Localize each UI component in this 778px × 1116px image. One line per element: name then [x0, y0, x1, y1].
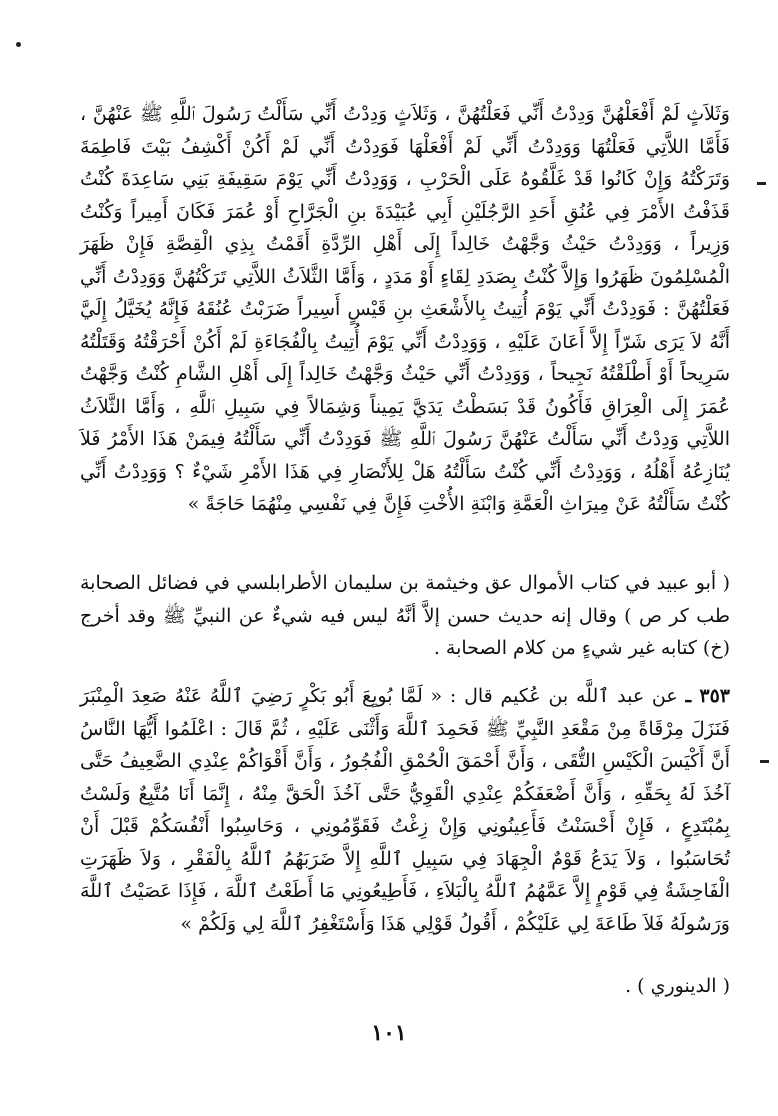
hadith-number: ٣٥٣ ـ — [685, 685, 731, 707]
margin-speck — [16, 42, 21, 47]
hadith-paragraph — [80, 680, 730, 940]
margin-tick — [757, 182, 766, 185]
margin-tick — [760, 760, 769, 763]
page-number: ١٠١ — [371, 1020, 407, 1046]
source-note-block — [80, 567, 730, 665]
source-note: ( أبو عبيد في كتاب الأموال عق وخيثمة بن سليمان الأطرابلسي في فضائل الصحابة طب كر ص ) وقال إنه حديث حسن إلاَّ أنَّهُ ليس فيه شيءٌ عن النبيِّ ﷺ وقد أخرج (خ) كتابه غير شيءٍ من كلام الصحابة . — [80, 572, 730, 659]
hadith-block — [80, 680, 730, 940]
hadith-text: عن عبد ٱللَّه بن عُكيم قال : « لَمَّا بُويِعَ أَبُو بَكْرٍ رَضِيَ ٱللَّهُ عَنْهُ صَعِدَ الْمِنْبَرَ فَنَزَلَ مِرْقَاةً مِنْ مَقْعَدِ النَّبِيِّ ﷺ فَحَمِدَ ٱللَّهَ وَأَثْنَى عَلَيْهِ ، ثُمَّ قَالَ : اعْلَمُوا أَيُّهَا النَّاسُ أَنَّ أَكْيَسَ الْكَيْسِ التُّقَى ، وَأَنَّ أَحْمَقَ الْحُمْقِ الْفُجُورُ ، وَأَنَّ أَقْوَاكُمْ عِنْدِي الضَّعِيفُ حَتَّى آخُذَ لَهُ بِحَقِّهِ ، وَأَنَّ أَضْعَفَكُمْ عِنْدِي الْقَوِيُّ حَتَّى آخُذَ الْحَقَّ مِنْهُ ، إِنَّمَا أَنَا مُتَّبِعٌ وَلَسْتُ بِمُبْتَدِعٍ ، فَإِنْ أَحْسَنْتُ فَأَعِينُونِي وَإِنْ زِغْتُ فَقَوِّمُونِي ، وَحَاسِبُوا أَنْفُسَكُمْ قَبْلَ أَنْ تُحَاسَبُوا ، وَلاَ يَدَعُ قَوْمٌ الْجِهَادَ فِي سَبِيلِ ٱللَّهِ إِلاَّ ضَرَبَهُمُ ٱللَّهُ بِالْفَقْرِ ، وَلاَ ظَهَرَتِ الْفَاحِشَةُ فِي قَوْمٍ إِلاَّ عَمَّهُمُ ٱللَّهُ بِالْبَلاَءِ ، فَأَطِيعُونِي مَا أَطَعْتُ ٱللَّهَ ، فَإِذَا عَصَيْتُ ٱللَّهَ وَرَسُولَهُ فَلاَ طَاعَةَ لِي عَلَيْكُمْ ، أَقُولُ قَوْلِي هَذَا وَأَسْتَغْفِرُ ٱللَّهَ لِي وَلَكُمْ » — [80, 685, 730, 935]
main-text: وَثَلاَثٍ لَمْ أَفْعَلْهُنَّ وَدِدْتُ أَنِّي فَعَلْتُهُنَّ ، وَثَلاَثٍ وَدِدْتُ أَنِّي سَأَلْتُ رَسُولَ ٱللَّهِ ﷺ عَنْهُنَّ ، فَأَمَّا اللاَّتِي فَعَلْتُهَا وَوَدِدْتُ أَنِّي لَمْ أَفْعَلْهَا فَوَدِدْتُ أَنِّي لَمْ أَكُنْ أَكْشِفُ بَيْتَ فَاطِمَةَ وَتَرَكْتُهُ وَإِنْ كَانُوا قَدْ غَلَّقُوهُ عَلَى الْحَرْبِ ، وَوَدِدْتُ أَنِّي يَوْمَ سَقِيفَةِ بَنِي سَاعِدَةَ كُنْتُ قَذَفْتُ الأَمْرَ فِي عُنُقِ أَحَدِ الرَّجُلَيْنِ أَبِي عُبَيْدَةَ بنِ الْجَرَّاحِ أَوْ عُمَرَ فَكَانَ أَمِيراً وَكُنْتُ وَزِيراً ، وَوَدِدْتُ حَيْثُ وَجَّهْتُ خَالِداً إِلَى أَهْلِ الرِّدَّةِ أَقَمْتُ بِذِي الْقِصَّةِ فَإِنْ ظَهَرَ الْمُسْلِمُونَ ظَهَرُوا وَإِلاَّ كُنْتُ بِصَدَدِ لِقَاءٍ أَوْ مَدَدٍ ، وَأَمَّا الثَّلاَثُ اللاَّتِي تَرَكْتُهُنَّ وَوَدِدْتُ أَنِّي فَعَلْتُهُنَّ : فَوَدِدْتُ أَنِّي يَوْمَ أُتِيتُ بِالأَشْعَثِ بنِ قَيْسٍ أَسِيراً ضَرَبْتُ عُنُقَهُ فَإِنَّهُ يُخَيَّلُ إِلَيَّ أَنَّهُ لاَ يَرَى شَرّاً إِلاَّ أَعَانَ عَلَيْهِ ، وَوَدِدْتُ أَنِّي يَوْمَ أُتِيتُ بِالْفُجَاءَةِ لَمْ أَكُنْ أَحْرَقْتُهُ وَقَتَلْتُهُ سَرِيحاً أَوْ أَطْلَقْتُهُ نَجِيحاً ، وَوَدِدْتُ أَنِّي حَيْثُ وَجَّهْتُ خَالِداً إِلَى أَهْلِ الشَّامِ كُنْتُ وَجَّهْتُ عُمَرَ إِلَى الْعِرَاقِ فَأَكُونُ قَدْ بَسَطْتُ يَدَيَّ يَمِيناً وَشِمَالاً فِي سَبِيلِ ٱللَّهِ ، وَأَمَّا الثَّلاَثُ اللاَّتِي وَدِدْتُ أَنِّي سَأَلْتُ عَنْهُنَّ رَسُولَ ٱللَّهِ ﷺ فَوَدِدْتُ أَنِّي سَأَلْتُهُ فِيمَنْ هَذَا الأَمْرُ فَلاَ يُنَازِعُهُ أَهْلُهُ ، وَوَدِدْتُ أَنِّي كُنْتُ سَأَلْتُهُ هَلْ لِلأَنْصَارِ فِي هَذَا الأَمْرِ شَيْءٌ ؟ وَوَدِدْتُ أَنِّي كُنْتُ سَأَلْتُهُ عَنْ مِيرَاثِ الْعَمَّةِ وَابْنَةِ الأُخْتِ فَإِنَّ فِي نَفْسِي مِنْهُمَا حَاجَةً » — [80, 103, 730, 515]
source-note: ( الدينوري ) . — [625, 975, 730, 997]
main-text-block — [80, 98, 730, 521]
source-note-block — [80, 970, 730, 1003]
